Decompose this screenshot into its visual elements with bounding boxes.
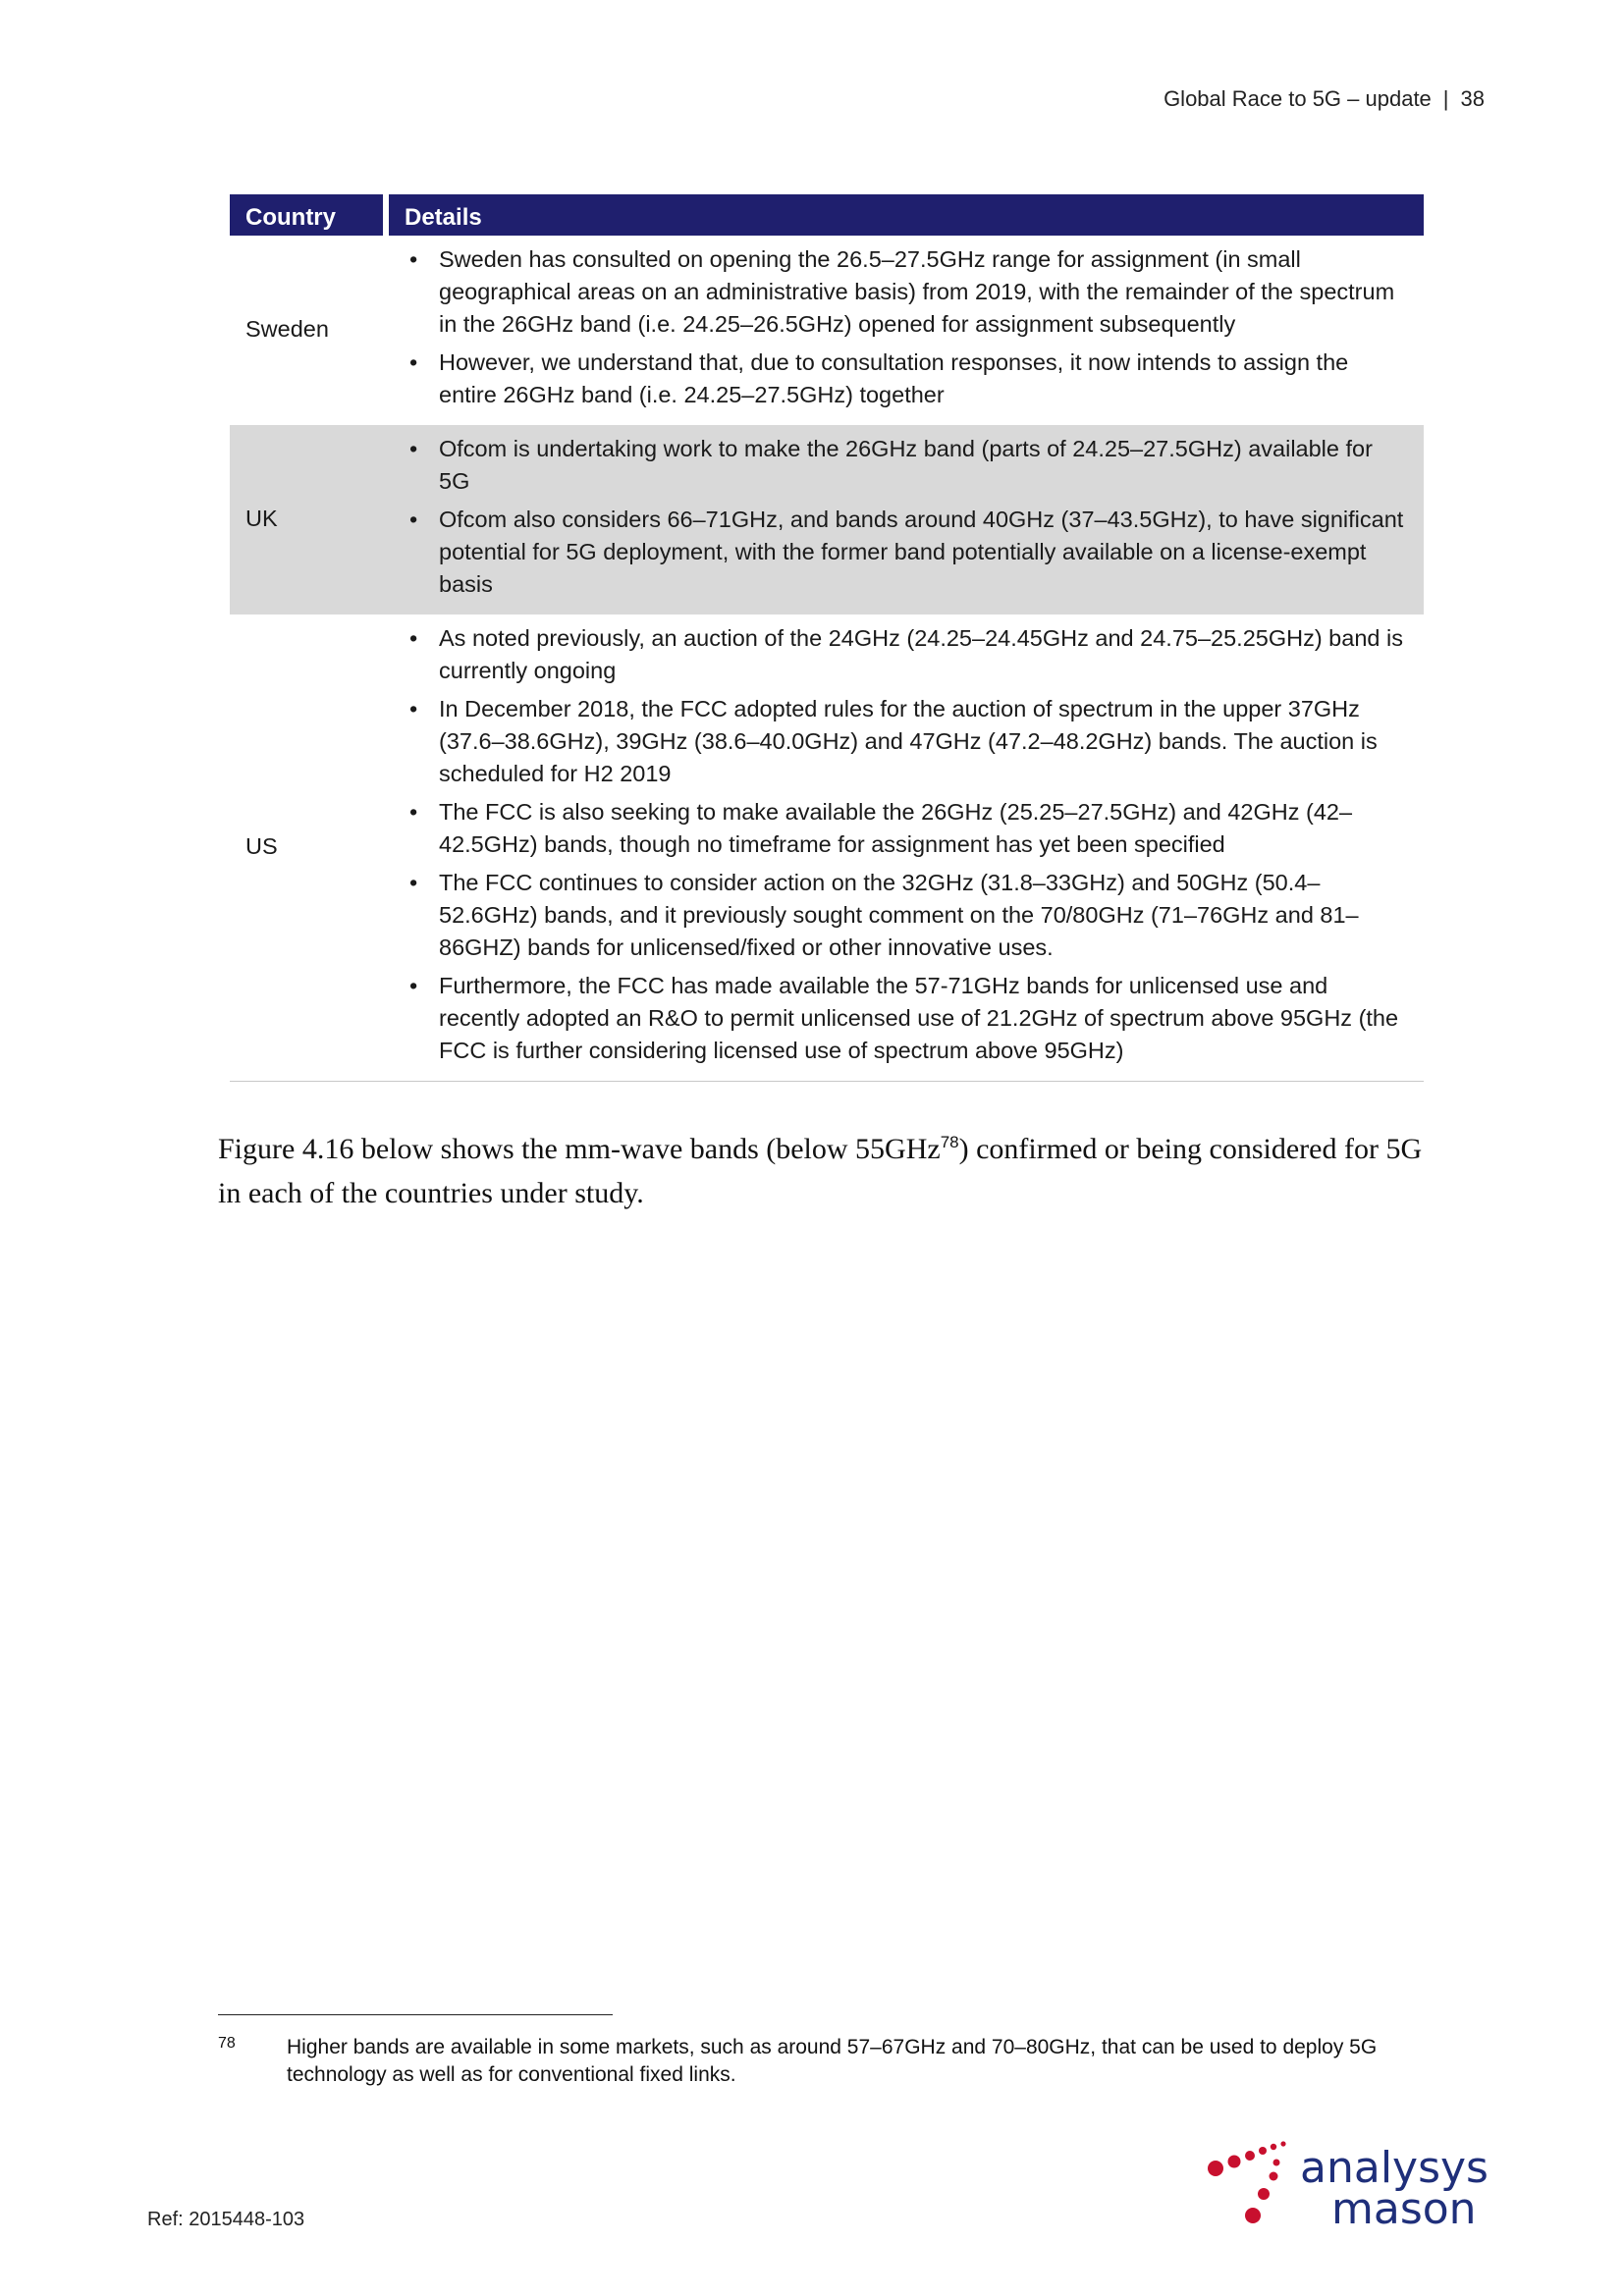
footnote-divider (218, 2014, 613, 2015)
table-row-us (230, 614, 1424, 1082)
page-number: 38 (1460, 86, 1485, 111)
running-header (1164, 86, 1485, 112)
logo-word-analysys: analysys (1300, 2143, 1489, 2193)
details-cell (386, 236, 1424, 425)
body-paragraph (218, 1127, 1426, 1215)
logo-dots-icon (1202, 2135, 1290, 2243)
details-bullet: • The FCC is also seeking to make available the 26GHz (25.25–27.5GHz) and 42GHz (42–42.5GHz) bands, though no timeframe for assignment has yet been specified (402, 796, 1408, 861)
logo-word-mason: mason (1331, 2184, 1477, 2234)
footnote-number: 78 (218, 2035, 236, 2052)
column-header-details: Details (386, 194, 1424, 236)
table-header-row (230, 194, 1424, 236)
body-text-start: Figure 4.16 below shows the mm-wave bands (below 55GHz (218, 1133, 941, 1165)
details-bullet: • As noted previously, an auction of the 24GHz (24.25–24.45GHz and 24.75–25.25GHz) band is currently ongoing (402, 622, 1408, 687)
country-cell: UK (230, 425, 386, 614)
header-separator: | (1442, 86, 1449, 111)
details-list (402, 622, 1408, 1067)
footnote-text: Higher bands are available in some markets, such as around 57–67GHz and 70–80GHz, that can be used to deploy 5G technology as well as for conventional fixed links. (287, 2036, 1378, 2086)
country-cell: US (230, 614, 386, 1082)
table-row-uk (230, 425, 1424, 614)
details-bullet: • Furthermore, the FCC has made available the 57-71GHz bands for unlicensed use and recently adopted an R&O to permit unlicensed use of 21.2GHz of spectrum above 95GHz (the FCC is further considering licensed use of spectrum above 95GHz) (402, 970, 1408, 1067)
details-bullet: • Ofcom is undertaking work to make the 26GHz band (parts of 24.25–27.5GHz) available for 5G (402, 433, 1408, 498)
country-details-table (230, 194, 1424, 1082)
details-list (402, 243, 1408, 411)
details-cell (386, 425, 1424, 614)
body-text-end: ) confirmed or being considered for 5G in each of the countries under study. (218, 1133, 1423, 1209)
country-cell: Sweden (245, 316, 329, 342)
footnote-reference[interactable]: 78 (940, 1133, 959, 1151)
document-reference: Ref: 2015448-103 (147, 2209, 305, 2230)
details-bullet: • Ofcom also considers 66–71GHz, and bands around 40GHz (37–43.5GHz), to have significant potential for 5G deployment, with the former band potentially available on a license-exempt basis (402, 504, 1408, 601)
details-bullet: • In December 2018, the FCC adopted rules for the auction of spectrum in the upper 37GHz (37.6–38.6GHz), 39GHz (38.6–40.0GHz) and 47GHz (47.2–48.2GHz) bands. The auction is scheduled for H2 2019 (402, 693, 1408, 790)
details-cell (386, 614, 1424, 1082)
footnote (218, 2034, 1426, 2089)
table-row-sweden (230, 236, 1424, 425)
analysys-mason-logo (1202, 2135, 1516, 2243)
column-header-country: Country (230, 194, 386, 236)
details-bullet: • However, we understand that, due to consultation responses, it now intends to assign the entire 26GHz band (i.e. 24.25–27.5GHz) together (402, 347, 1408, 411)
details-list (402, 433, 1408, 601)
details-bullet: • The FCC continues to consider action on the 32GHz (31.8–33GHz) and 50GHz (50.4–52.6GHz) bands, and it previously sought comment on the 70/80GHz (71–76GHz and 81–86GHZ) bands for unlicensed/fixed or other innovative uses. (402, 867, 1408, 964)
details-bullet: • Sweden has consulted on opening the 26.5–27.5GHz range for assignment (in small geographical areas on an administrative basis) from 2019, with the remainder of the spectrum in the 26GHz band (i.e. 24.25–26.5GHz) opened for assignment subsequently (402, 243, 1408, 341)
header-title: Global Race to 5G – update (1164, 86, 1432, 111)
